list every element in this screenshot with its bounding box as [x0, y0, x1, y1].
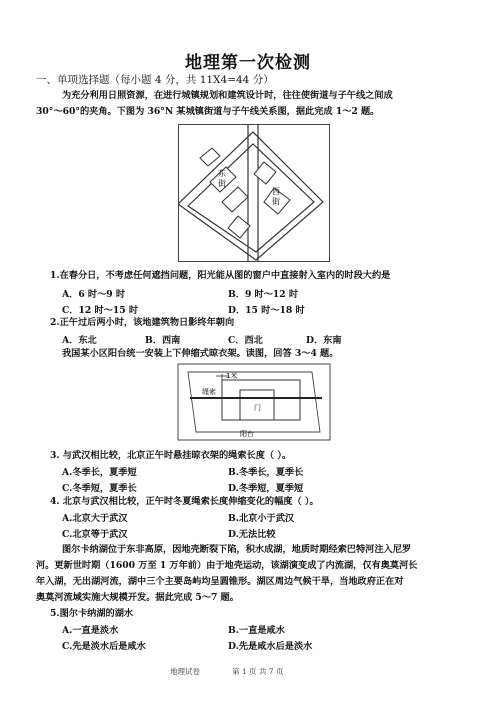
q1-option-c[interactable]: C．12 时～15 时 — [62, 305, 139, 316]
balcony-label-balcony: 阳台 — [240, 430, 254, 438]
q1-option-d[interactable]: D．15 时～18 时 — [228, 305, 305, 316]
intro-1: 为充分利用日照资源，在进行城镇规划和建筑设计时，往往使街道与子午线之间成 — [62, 90, 393, 101]
intro-1-line2: 30°～60°的夹角。下图为 36°N 某城镇街道与子午线关系图，据此完成 1～2 题。 — [36, 106, 380, 117]
page-title: 地理第一次检测 — [185, 53, 311, 73]
q3-option-d[interactable]: D.冬季短，夏季短 — [228, 483, 304, 494]
intro-3-line1: 图尔卡纳湖位于东非高原，因地壳断裂下陷，积水成湖，地质时期经索巴特河注入尼罗 — [62, 544, 412, 555]
footer-right: 第 1 页 共 7 页 — [232, 667, 284, 676]
q1-stem: 1.在春分日，不考虑任何遮挡问题，阳光能从图的窗户中直接射入室内的时段大约是 — [50, 270, 391, 281]
q5-option-a[interactable]: A.一直是淡水 — [62, 625, 119, 636]
q5-option-d[interactable]: D.先是咸水后是淡水 — [228, 641, 313, 652]
q3-option-a[interactable]: A.冬季长，夏季短 — [62, 467, 137, 478]
q4-stem: 4. 北京与武汉相比较，正午时冬夏绳索长度伸缩变化的幅度（ ）。 — [50, 496, 319, 507]
intro-2: 我国某小区阳台统一安装上下伸缩式晾衣架。读图，回答 3～4 题。 — [62, 348, 339, 359]
q2-option-d[interactable]: D．东南 — [306, 335, 342, 346]
intro-3-line4: 奥莫河流域实施大规模开发。据此完成 5～7 题。 — [36, 592, 239, 603]
balcony-label-1m: 1米 — [226, 372, 238, 380]
intro-3-line3: 年入湖，无出湖河流，湖中三个主要岛屿均呈圆锥形。湖区周边气候干旱，当地政府正在对 — [36, 576, 404, 587]
q2-option-a[interactable]: A．东北 — [62, 335, 97, 346]
q3-stem: 3. 与武汉相比较，北京正午时悬挂晾衣架的绳索长度（ ）。 — [50, 450, 292, 461]
section-heading: 一、单项选择题（每小题 4 分，共 11X4=44 分） — [36, 74, 274, 86]
q5-option-c[interactable]: C.先是淡水后是咸水 — [62, 641, 146, 652]
q1-option-a[interactable]: A．6 时～9 时 — [62, 289, 126, 300]
balcony-label-rope: 绳索 — [202, 388, 216, 396]
q1-option-b[interactable]: B．9 时～12 时 — [228, 289, 299, 300]
map-label-1: 东 — [218, 169, 226, 178]
map-label-4: 街 — [272, 197, 280, 206]
q3-option-b[interactable]: B.冬季长，夏季长 — [228, 467, 304, 478]
q4-option-b[interactable]: B.北京小于武汉 — [228, 513, 295, 524]
balcony-figure — [176, 362, 332, 442]
q2-option-b[interactable]: B．西南 — [145, 335, 181, 346]
q5-stem: 5.图尔卡纳湖的湖水 — [50, 608, 134, 619]
map-label-3: 西 — [272, 187, 280, 196]
intro-3-line2: 河。更新世时期（1600 万至 1 万年前）由于地壳运动，该湖演变成了内流湖，仅有奥莫河长 — [36, 560, 418, 571]
q4-option-d[interactable]: D.无法比较 — [228, 529, 276, 540]
q2-option-c[interactable]: C．西北 — [228, 335, 263, 346]
map-label-2: 街 — [218, 179, 226, 188]
footer-left: 地理试卷 — [170, 667, 200, 676]
q4-option-a[interactable]: A.北京大于武汉 — [62, 513, 128, 524]
q2-stem: 2.正午过后两小时，该地建筑物日影终年朝向 — [50, 317, 235, 328]
q4-option-c[interactable]: C.北京等于武汉 — [62, 529, 128, 540]
balcony-label-door: 门 — [254, 404, 261, 412]
q3-option-c[interactable]: C.冬季短，夏季长 — [62, 483, 137, 494]
q5-option-b[interactable]: B.一直是咸水 — [228, 625, 285, 636]
street-map-figure — [178, 124, 330, 262]
